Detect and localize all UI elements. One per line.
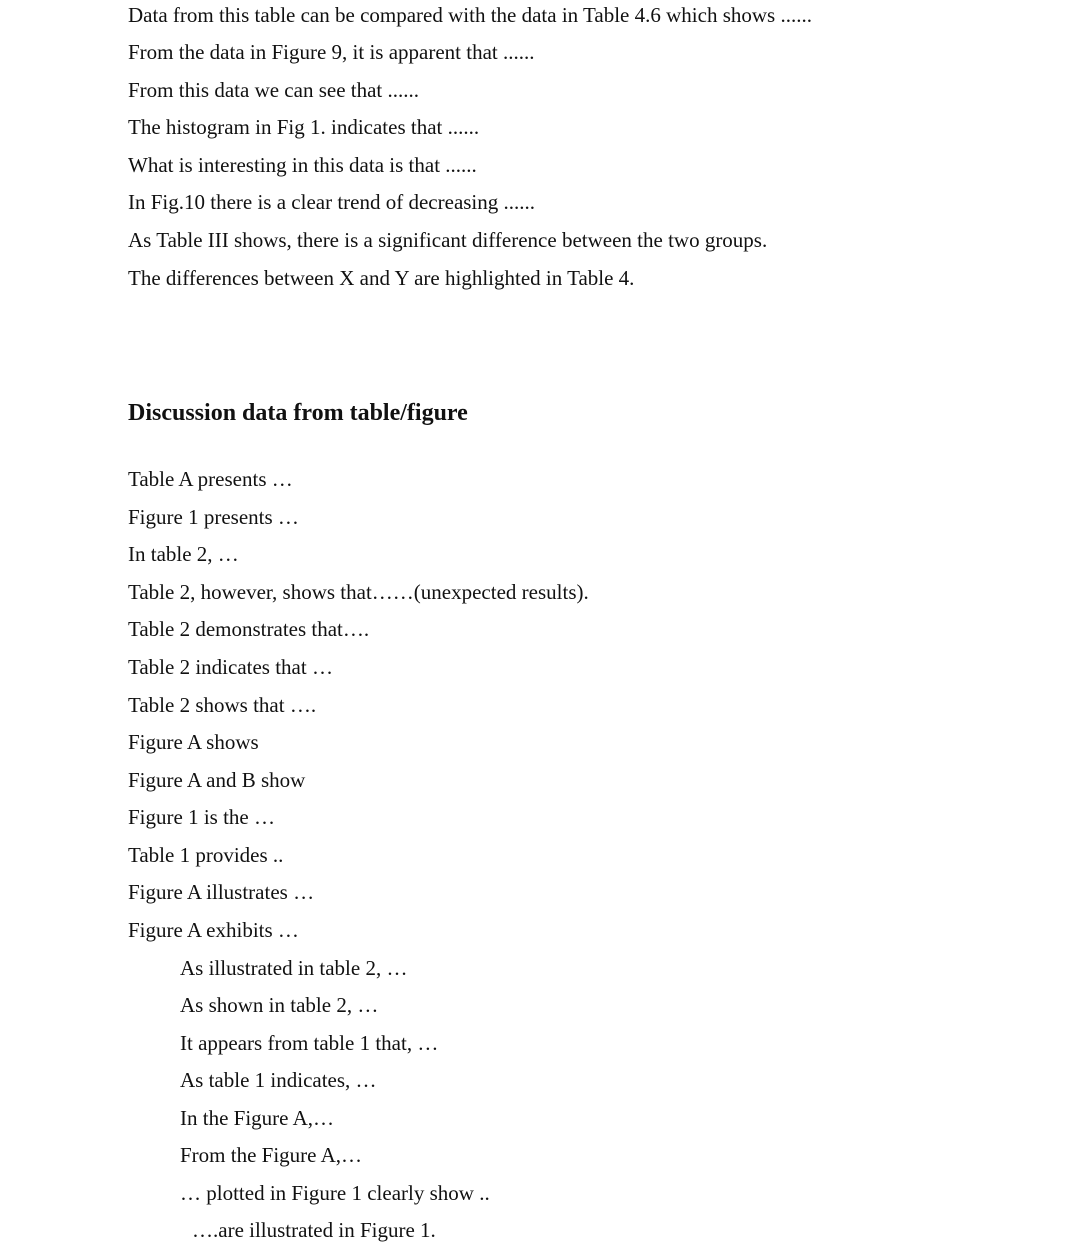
indented-text-line: … plotted in Figure 1 clearly show .. (180, 1181, 490, 1205)
indented-text-line: As table 1 indicates, … (180, 1068, 377, 1092)
text-line: Table A presents … (128, 467, 293, 491)
text-line: Figure A shows (128, 730, 259, 754)
text-line: Figure A exhibits … (128, 918, 299, 942)
indented-text-line: As illustrated in table 2, … (180, 956, 408, 980)
text-line: The differences between X and Y are highlighted in Table 4. (128, 266, 635, 290)
text-line: From this data we can see that ...... (128, 78, 420, 102)
text-line: Figure 1 is the … (128, 805, 275, 829)
text-line: Table 2 demonstrates that…. (128, 617, 370, 641)
indented-text-line: From the Figure A,… (180, 1143, 362, 1167)
text-line: What is interesting in this data is that ...... (128, 153, 477, 177)
text-line: Table 2 indicates that … (128, 655, 333, 679)
indented-text-line: In the Figure A,… (180, 1106, 334, 1130)
section-heading: Discussion data from table/figure (128, 400, 468, 426)
text-line: Data from this table can be compared with the data in Table 4.6 which shows ...... (128, 3, 812, 27)
indented-text-line: It appears from table 1 that, … (180, 1031, 439, 1055)
text-line: Figure A and B show (128, 768, 306, 792)
text-line: From the data in Figure 9, it is apparent that ...... (128, 40, 535, 64)
text-line: In Fig.10 there is a clear trend of decreasing ...... (128, 190, 536, 214)
text-line: The histogram in Fig 1. indicates that ...... (128, 115, 480, 139)
text-line: Figure 1 presents … (128, 505, 299, 529)
indented-text-line: ….are illustrated in Figure 1. (192, 1218, 436, 1242)
text-line: Table 1 provides .. (128, 843, 284, 867)
text-line: In table 2, … (128, 542, 239, 566)
text-line: Table 2 shows that …. (128, 693, 317, 717)
text-line: As Table III shows, there is a significant difference between the two groups. (128, 228, 768, 252)
text-line: Table 2, however, shows that……(unexpected results). (128, 580, 589, 604)
indented-text-line: As shown in table 2, … (180, 993, 379, 1017)
text-line: Figure A illustrates … (128, 880, 315, 904)
